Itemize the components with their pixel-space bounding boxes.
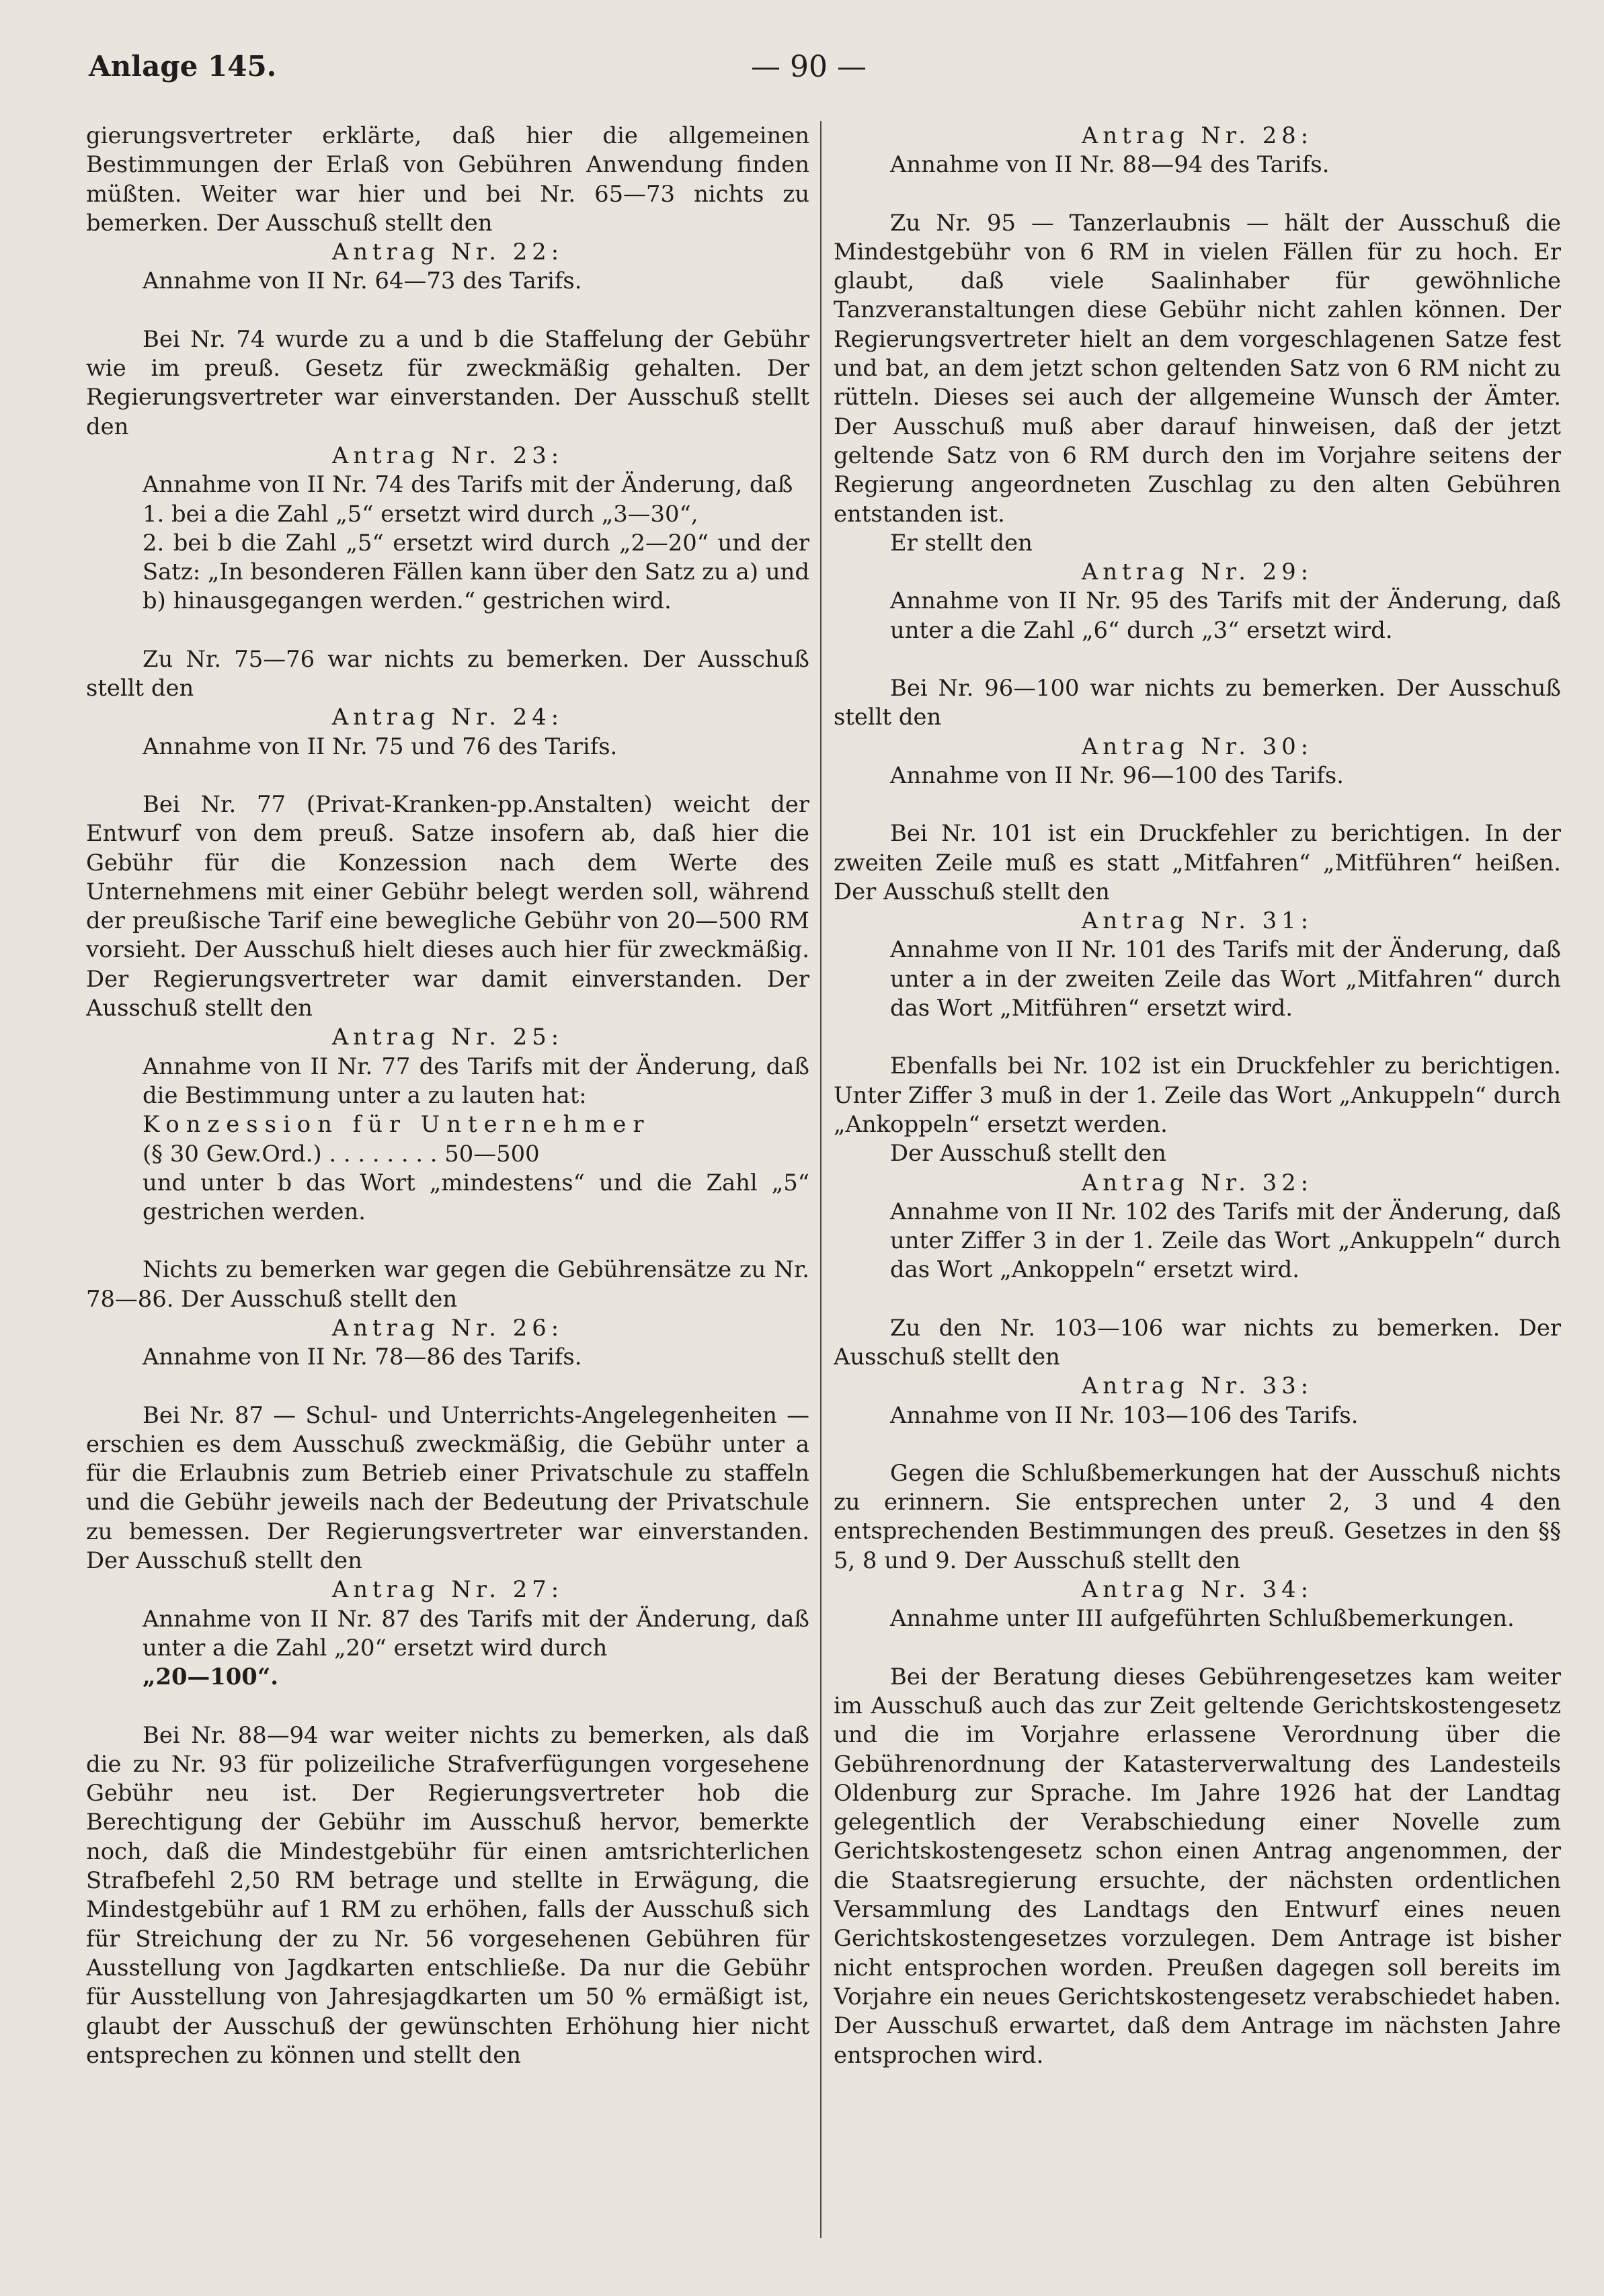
- motion-text: Annahme von II Nr. 88—94 des Tarifs.: [890, 151, 1330, 178]
- motion-heading: Antrag Nr. 30:: [1081, 733, 1314, 760]
- motion-line: 1. bei a die Zahl „5“ ersetzt wird durch „3—30“,: [143, 500, 698, 527]
- motion-text: Annahme von II Nr. 101 des Tarifs mit der Änderung, daß unter a in der zweiten Zeile das Wort „Mitfahren“ durch das Wort „Mitführen“ ersetzt wird.: [890, 936, 1561, 1022]
- motion-heading: Antrag Nr. 32:: [1081, 1169, 1314, 1196]
- body-paragraph: Zu den Nr. 103—106 war nichts zu bemerken. Der Ausschuß stellt den: [834, 1314, 1561, 1370]
- motion-heading: Antrag Nr. 25:: [331, 1024, 564, 1051]
- motion-heading: Antrag Nr. 22:: [331, 239, 564, 265]
- motion-heading: Antrag Nr. 28:: [1081, 122, 1314, 149]
- motion-heading: Antrag Nr. 23:: [331, 442, 564, 468]
- motion-text: Annahme von II Nr. 77 des Tarifs mit der Änderung, daß die Bestimmung unter a zu lauten hat:: [143, 1053, 809, 1108]
- motion-heading: Antrag Nr. 26:: [331, 1314, 564, 1341]
- left-text-column: [86, 121, 809, 2258]
- motion-text: Annahme von II Nr. 96—100 des Tarifs.: [890, 762, 1344, 788]
- motion-line: und unter b das Wort „mindestens“ und die Zahl „5“ gestrichen werden.: [143, 1169, 809, 1225]
- motion-text: Annahme von II Nr. 102 des Tarifs mit der Änderung, daß unter Ziffer 3 in der 1. Zeile das Wort „Ankuppeln“ durch das Wort „Ankoppeln“ ersetzt wird.: [890, 1198, 1561, 1283]
- document-annex-label: Anlage 145.: [89, 50, 277, 83]
- motion-text: Annahme von II Nr. 87 des Tarifs mit der Änderung, daß unter a die Zahl „20“ ersetzt wird durch: [143, 1605, 809, 1661]
- motion-heading: Antrag Nr. 31:: [1081, 907, 1314, 934]
- motion-heading: Antrag Nr. 33:: [1081, 1372, 1314, 1399]
- right-text-column: [834, 121, 1561, 2258]
- body-paragraph: Bei Nr. 87 — Schul- und Unterrichts-Angelegenheiten — erschien es dem Ausschuß zweckmäßig, die Gebühr unter a für die Erlaubnis zum Betrieb einer Privatschule zu staffeln und die Gebühr jeweils nach der Bedeutung der Privatschule zu bemessen. Der Regierungsvertreter war einverstanden. Der Ausschuß stellt den: [86, 1401, 809, 1574]
- motion-text: Annahme von II Nr. 74 des Tarifs mit der Änderung, daß: [143, 471, 793, 498]
- body-paragraph: Bei Nr. 96—100 war nichts zu bemerken. Der Ausschuß stellt den: [834, 675, 1561, 731]
- motion-heading: Antrag Nr. 24:: [331, 704, 564, 731]
- motion-heading: Antrag Nr. 34:: [1081, 1576, 1314, 1603]
- motion-line: (§ 30 Gew.Ord.) . . . . . . . . 50—500: [143, 1140, 540, 1167]
- body-paragraph: Bei Nr. 88—94 war weiter nichts zu bemerken, als daß die zu Nr. 93 für polizeiliche Strafverfügungen vorgesehene Gebühr neu ist. Der Regierungsvertreter hob die Berechtigung der Gebühr im Ausschuß hervor, bemerkte noch, daß die Mindestgebühr für einen amtsrichterlichen Strafbefehl 2,50 RM betrage und stellte in Erwägung, die Mindestgebühr auf 1 RM zu erhöhen, falls der Ausschuß sich für Streichung der zu Nr. 56 vorgesehenen Gebühren für Ausstellung von Jagdkarten entschließe. Da nur die Gebühr für Ausstellung von Jahresjagdkarten um 50 % ermäßigt ist, glaubt der Ausschuß der gewünschten Erhöhung hier nicht entsprechen zu können und stellt den: [86, 1721, 809, 2068]
- body-paragraph: Bei Nr. 77 (Privat-Kranken-pp.Anstalten) weicht der Entwurf von dem preuß. Satze insofern ab, daß hier die Gebühr für die Konzession nach dem Werte des Unternehmens mit einer Gebühr belegt werden soll, während der preußische Tarif eine bewegliche Gebühr von 20—500 RM vorsieht. Der Ausschuß hielt dieses auch hier für zweckmäßig. Der Regierungsvertreter war damit einverstanden. Der Ausschuß stellt den: [86, 790, 809, 1022]
- motion-text: Annahme von II Nr. 95 des Tarifs mit der Änderung, daß unter a die Zahl „6“ durch „3“ ersetzt wird.: [890, 587, 1561, 643]
- page-header: [79, 44, 1538, 91]
- page-number: — 90 —: [751, 50, 867, 84]
- motion-tariff-item: Konzession für Unternehmer: [143, 1111, 651, 1138]
- motion-value: „20—100“.: [143, 1663, 279, 1690]
- body-paragraph: Zu Nr. 75—76 war nichts zu bemerken. Der Ausschuß stellt den: [86, 645, 809, 702]
- body-paragraph: Nichts zu bemerken war gegen die Gebührensätze zu Nr. 78—86. Der Ausschuß stellt den: [86, 1256, 809, 1312]
- motion-heading: Antrag Nr. 29:: [1081, 559, 1314, 585]
- body-paragraph: Der Ausschuß stellt den: [890, 1140, 1166, 1167]
- body-paragraph: Bei der Beratung dieses Gebührengesetzes kam weiter im Ausschuß auch das zur Zeit geltende Gerichtskostengesetz und die im Vorjahre erlassene Verordnung über die Gebührenordnung der Katasterverwaltung des Landesteils Oldenburg zur Sprache. Im Jahre 1926 hat der Landtag gelegentlich der Verabschiedung einer Novelle zum Gerichtskostengesetz schon einen Antrag angenommen, der die Staatsregierung ersuchte, der nächsten ordentlichen Versammlung des Landtags den Entwurf eines neuen Gerichtskostengesetzes vorzulegen. Dem Antrage ist bisher nicht entsprochen worden. Preußen dagegen soll bereits im Vorjahre ein neues Gerichtskostengesetz verabschiedet haben. Der Ausschuß erwartet, daß dem Antrage im nächsten Jahre entsprochen wird.: [834, 1663, 1561, 2068]
- body-paragraph: Er stellt den: [890, 529, 1033, 556]
- motion-text: Annahme unter III aufgeführten Schlußbemerkungen.: [890, 1605, 1515, 1632]
- body-paragraph: Bei Nr. 74 wurde zu a und b die Staffelung der Gebühr wie im preuß. Gesetz für zweckmäßig gehalten. Der Regierungsvertreter war einverstanden. Der Ausschuß stellt den: [86, 325, 809, 440]
- motion-line: 2. bei b die Zahl „5“ ersetzt wird durch „2—20“ und der Satz: „In besonderen Fällen kann über den Satz zu a) und b) hinausgegangen werden.“ gestrichen wird.: [143, 529, 809, 614]
- body-paragraph: Ebenfalls bei Nr. 102 ist ein Druckfehler zu berichtigen. Unter Ziffer 3 muß in der 1. Zeile das Wort „Ankuppeln“ durch „Ankoppeln“ ersetzt werden.: [834, 1053, 1561, 1137]
- column-divider: [820, 121, 821, 2238]
- motion-text: Annahme von II Nr. 78—86 des Tarifs.: [143, 1344, 582, 1370]
- motion-text: Annahme von II Nr. 64—73 des Tarifs.: [143, 268, 582, 294]
- body-paragraph: Zu Nr. 95 — Tanzerlaubnis — hält der Ausschuß die Mindestgebühr von 6 RM in vielen Fällen für zu hoch. Er glaubt, daß viele Saalinhaber für gewöhnliche Tanzveranstaltungen diese Gebühr nicht zahlen können. Der Regierungsvertreter hielt an dem vorgeschlagenen Satze fest und bat, an dem jetzt schon geltenden Satz von 6 RM nicht zu rütteln. Dieses sei auch der allgemeine Wunsch der Ämter. Der Ausschuß muß aber darauf hinweisen, daß der jetzt geltende Satz von 6 RM durch den im Vorjahre seitens der Regierung angeordneten Zuschlag zu den alten Gebühren entstanden ist.: [834, 209, 1561, 527]
- motion-heading: Antrag Nr. 27:: [331, 1576, 564, 1603]
- motion-text: Annahme von II Nr. 75 und 76 des Tarifs.: [143, 733, 618, 760]
- body-paragraph: Gegen die Schlußbemerkungen hat der Ausschuß nichts zu erinnern. Sie entsprechen unter 2, 3 und 4 den entsprechenden Bestimmungen des preuß. Gesetzes in den §§ 5, 8 und 9. Der Ausschuß stellt den: [834, 1459, 1561, 1573]
- body-paragraph: gierungsvertreter erklärte, daß hier die allgemeinen Bestimmungen der Erlaß von Gebühren Anwendung finden müßten. Weiter war hier und bei Nr. 65—73 nichts zu bemerken. Der Ausschuß stellt den: [86, 122, 809, 236]
- motion-text: Annahme von II Nr. 103—106 des Tarifs.: [890, 1401, 1359, 1428]
- body-paragraph: Bei Nr. 101 ist ein Druckfehler zu berichtigen. In der zweiten Zeile muß es statt „Mitfahren“ „Mitführen“ heißen. Der Ausschuß stellt den: [834, 820, 1561, 905]
